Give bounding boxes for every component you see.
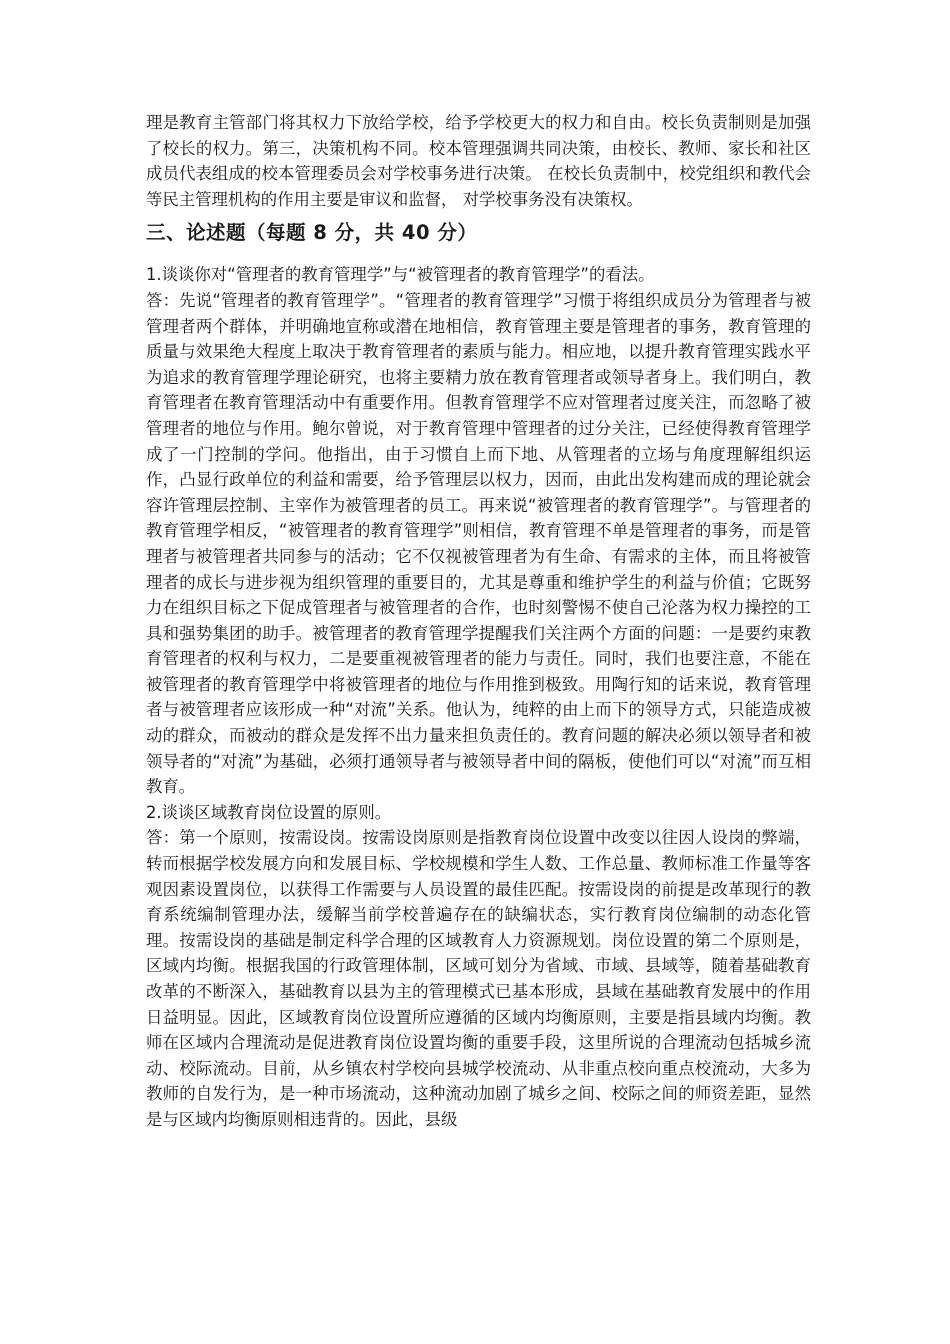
question-2: 2.谈谈区域教育岗位设置的原则。 [146,802,392,822]
intro-paragraph: 理是教育主管部门将其权力下放给学校，给予学校更大的权力和自由。校长负责制则是加强了校长的权力。第三，决策机构不同。校本管理强调共同决策，由校长、教师、家长和社区成员代表组成的校本管理委员会对学校事务进行决策。 在校长负责制中，校党组织和教代会等民主管理机构的作用主要是审议和监督， 对学校事务没有决策权。 [146,113,811,209]
answer-1: 答：先说“管理者的教育管理学”。“管理者的教育管理学”习惯于将组织成员分为管理者与被管理者两个群体，并明确地宣称或潜在地相信，教育管理主要是管理者的事务，教育管理的质量与效果绝大程度上取决于教育管理者的素质与能力。相应地，以提升教育管理实践水平为追求的教育管理学理论研究，也将主要精力放在教育管理者或领导者身上。我们明白，教育管理者在教育管理活动中有重要作用。但教育管理学不应对管理者过度关注，而忽略了被管理者的地位与作用。鲍尔曾说，对于教育管理中管理者的过分关注，已经使得教育管理学成了一门控制的学问。他指出，由于习惯自上而下地、从管理者的立场与角度理解组织运作，凸显行政单位的利益和需要，给予管理层以权力，因而，由此出发构建而成的理论就会容许管理层控制、主宰作为被管理者的员工。再来说“被管理者的教育管理学”。与管理者的教育管理学相反，“被管理者的教育管理学”则相信，教育管理不单是管理者的事务，而是管理者与被管理者共同参与的活动；它不仅视被管理者为有生命、有需求的主体，而且将被管理者的成长与进步视为组织管理的重要目的，尤其是尊重和维护学生的利益与价值；它既努力在组织目标之下促成管理者与被管理者的合作，也时刻警惕不使自己沦落为权力操控的工具和强势集团的助手。被管理者的教育管理学提醒我们关注两个方面的问题：一是要约束教育管理者的权利与权力，二是要重视被管理者的能力与责任。同时，我们也要注意，不能在被管理者的教育管理学中将被管理者的地位与作用推到极致。用陶行知的话来说，教育管理者与被管理者应该形成一种“对流”关系。他认为，纯粹的由上而下的领导方式，只能造成被动的群众，而被动的群众是发挥不出力量来担负责任的。教育问题的解决必须以领导者和被领导者的“对流”为基础，必须打通领导者与被领导者中间的隔板，使他们可以“对流”而互相教育。 [146,290,811,797]
section-heading: 三、论述题（每题 8 分，共 40 分） [146,221,478,245]
page-content [146,110,811,1133]
question-1: 1.谈谈你对“管理者的教育管理学”与“被管理者的教育管理学”的看法。 [146,265,655,285]
answer-2: 答：第一个原则，按需设岗。按需设岗原则是指教育岗位设置中改变以往因人设岗的弊端，转而根据学校发展方向和发展目标、学校规模和学生人数、工作总量、教师标准工作量等客观因素设置岗位，以获得工作需要与人员设置的最佳匹配。按需设岗的前提是改革现行的教育系统编制管理办法，缓解当前学校普遍存在的缺编状态，实行教育岗位编制的动态化管理。按需设岗的基础是制定科学合理的区域教育人力资源规划。岗位设置的第二个原则是，区域内均衡。根据我国的行政管理体制，区域可划分为省域、市域、县域等，随着基础教育改革的不断深入，基础教育以县为主的管理模式已基本形成，县域在基础教育发展中的作用日益明显。因此，区域教育岗位设置所应遵循的区域内均衡原则，主要是指县域内均衡。教师在区域内合理流动是促进教育岗位设置均衡的重要手段，这里所说的合理流动包括城乡流动、校际流动。目前，从乡镇农村学校向县城学校流动、从非重点校向重点校流动，大多为教师的自发行为，是一种市场流动，这种流动加剧了城乡之间、校际之间的师资差距，显然是与区域内均衡原则相违背的。因此，县级 [146,828,811,1129]
